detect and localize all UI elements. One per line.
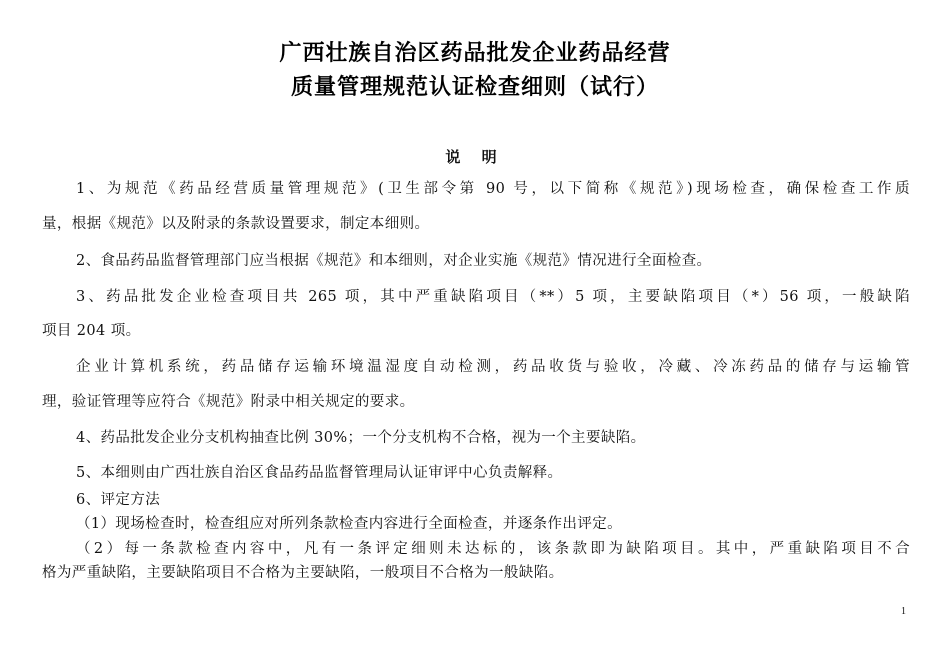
paragraph-line: 2、食品药品监督管理部门应当根据《规范》和本细则，对企业实施《规范》情况进行全面检查。 [76,253,712,269]
paragraph-line: 1、为规范《药品经营质量管理规范》(卫生部令第 90 号，以下简称《规范》)现场检查，确保检查工作质 [76,181,910,197]
paragraph-line: 4、药品批发企业分支机构抽查比例 30%；一个分支机构不合格，视为一个主要缺陷。 [76,430,646,446]
paragraph-line: （2）每一条款检查内容中，凡有一条评定细则未达标的，该条款即为缺陷项目。其中，严重缺陷项目不合 [76,541,910,557]
paragraph-line: 5、本细则由广西壮族自治区食品药品监督管理局认证审评中心负责解释。 [76,465,563,481]
paragraph-line: 格为严重缺陷，主要缺陷项目不合格为主要缺陷，一般项目不合格为一般缺陷。 [42,565,564,581]
paragraph-line: （1）现场检查时，检查组应对所列条款检查内容进行全面检查，并逐条作出评定。 [76,516,623,532]
paragraph-line: 项目 204 项。 [42,323,141,339]
paragraph-line: 3、药品批发企业检查项目共 265 项，其中严重缺陷项目（**）5 项，主要缺陷项目（*）56 项，一般缺陷 [76,289,910,305]
page-number: 1 [901,606,906,617]
paragraph-line: 理，验证管理等应符合《规范》附录中相关规定的要求。 [42,394,415,410]
document-title-line-2: 质量管理规范认证检查细则（试行） [290,75,659,100]
paragraph-line: 6、评定方法 [76,492,161,508]
section-heading: 说 明 [445,148,505,166]
paragraph-line: 企业计算机系统，药品储存运输环境温湿度自动检测，药品收货与验收，冷藏、冷冻药品的储存与运输管 [76,359,910,375]
document-title-line-1: 广西壮族自治区药品批发企业药品经营 [279,41,671,66]
paragraph-line: 量，根据《规范》以及附录的条款设置要求，制定本细则。 [42,216,430,232]
